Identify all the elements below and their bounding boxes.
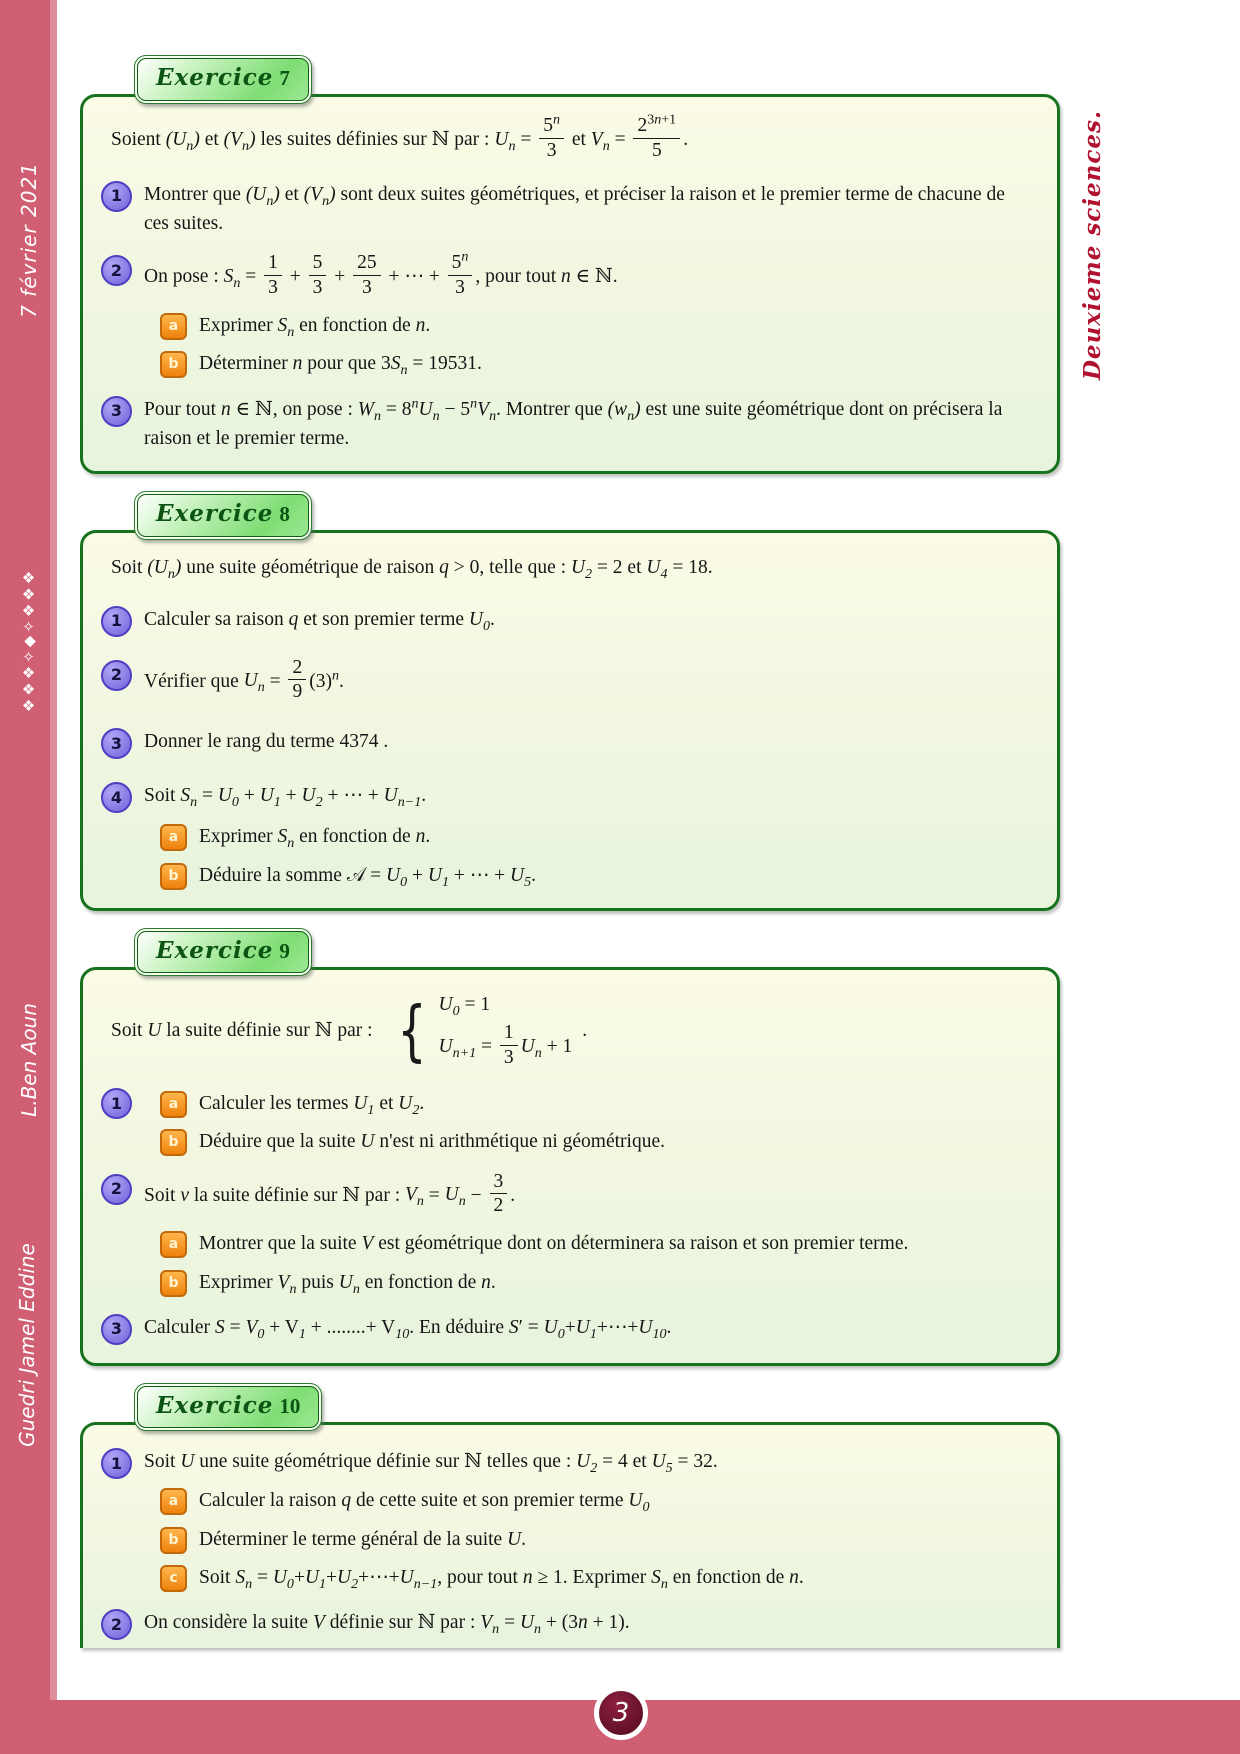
- item-number-badge: 2: [101, 255, 132, 286]
- sub-item-list: [160, 1229, 1033, 1297]
- exercise-7-box: [80, 94, 1060, 474]
- sub-item-list: [160, 311, 1033, 379]
- sub-item-letter-badge: a: [160, 313, 187, 340]
- badge-inner: [137, 931, 309, 974]
- exercise-7: [80, 55, 1060, 474]
- exercise-9-box: [80, 967, 1060, 1366]
- item-row: [95, 1313, 1033, 1345]
- sub-item-letter-badge: b: [160, 863, 187, 890]
- sub-item-text: Exprimer $V_n$ puis $U_n$ en fonction de n.: [199, 1271, 496, 1297]
- sub-item-letter-badge: b: [160, 1270, 187, 1297]
- item-text: Soit $S_n = U_0 + U_1 + U_2$ + ⋯ + $U_{n-1}$.: [144, 785, 427, 811]
- item-number-badge: 2: [101, 1174, 132, 1205]
- item-number-badge: 3: [101, 728, 132, 759]
- item-text: On pose : $S_n$ = $\frac{1}{3}$ + $\frac{5}{3}$ + $\frac{25}{3}$ + ⋯ + $\frac{5^n}{3}$ , pour tout n ∈ ℕ.: [144, 248, 618, 299]
- badge-title: Exercice: [156, 936, 274, 964]
- exercise-9: [80, 928, 1060, 1366]
- sub-item-text: Calculer les termes $U_1$ et $U_2$.: [199, 1093, 425, 1119]
- badge-title: Exercice: [156, 500, 274, 528]
- sub-item-row: [160, 1229, 1033, 1258]
- item-number-badge: 2: [101, 1609, 132, 1640]
- item-number-badge: 4: [101, 782, 132, 813]
- badge-title: Exercice: [156, 64, 274, 91]
- item-row: [95, 727, 1033, 759]
- item-text: Soit v la suite définie sur ℕ par : $V_n = U_n$ − $\frac{3}{2}$ .: [144, 1170, 516, 1217]
- system-brace: {: [396, 991, 427, 1069]
- system-line-2: $U_{n+1}$ = $\frac{1}{3}$ $U_n + 1$: [438, 1022, 573, 1069]
- sub-item-text: Exprimer $S_n$ en fonction de n.: [199, 315, 431, 340]
- item-row: [95, 781, 1033, 890]
- item-text: Calculer sa raison q et son premier terme $U_0$.: [144, 608, 495, 634]
- sub-item-row: [160, 1486, 1033, 1515]
- item-number-badge: 3: [101, 396, 132, 427]
- exercise-7-badge: [134, 55, 312, 104]
- sub-item-row: [160, 1127, 1033, 1156]
- page-number-badge: [594, 1686, 648, 1740]
- sub-item-text: Soit $S_n$ = $U_0+U_1+U_2+\cdots+U_{n-1}$, pour tout n ≥ 1. Exprimer $S_n$ en fonction de n.: [199, 1566, 804, 1592]
- sidebar-ornament: ❖❖❖✧◆✧❖❖❖: [19, 567, 38, 713]
- item-row: [95, 605, 1033, 637]
- item-number-badge: 3: [101, 1314, 132, 1345]
- item-text: Soit U une suite géométrique définie sur ℕ telles que : $U_2 = 4$ et $U_5 = 32$.: [144, 1451, 718, 1476]
- item-row: [95, 248, 1033, 379]
- sub-item-text: Déterminer n pour que $3S_n = 19531$.: [199, 353, 482, 379]
- sub-item-text: Déduire que la suite U n'est ni arithmétique ni géométrique.: [199, 1131, 665, 1153]
- exercise-intro: Soient $(U_n)$ et $(V_n)$ les suites définies sur ℕ par : $U_n$ = $\frac{5^n}{3}$ et $V_n$ = $\frac{2^{3n+1}}{5}$ .: [111, 111, 689, 162]
- page-number: 3: [612, 1697, 630, 1728]
- exercise-10-box: [80, 1422, 1060, 1648]
- exercise-8: [80, 491, 1060, 911]
- sub-item-text: Calculer la raison q de cette suite et son premier terme $U_0$: [199, 1490, 650, 1516]
- item-row: [95, 1608, 1033, 1640]
- sub-item-letter-badge: a: [160, 824, 187, 851]
- item-text: Vérifier que $U_n$ = $\frac{2}{9}$ $(3)^n$.: [144, 656, 344, 703]
- item-number-badge: 2: [101, 660, 132, 691]
- sub-item-row: [160, 1563, 1033, 1592]
- badge-inner: [137, 494, 309, 537]
- sub-item-list: [160, 1089, 1033, 1157]
- item-number-badge: 1: [101, 606, 132, 637]
- sub-item-list: [160, 822, 1033, 890]
- sub-item-list: [160, 1486, 1033, 1592]
- exercise-intro: Soit $(U_n)$ une suite géométrique de raison q > 0, telle que : $U_2 = 2$ et $U_4 = 18$.: [111, 557, 713, 583]
- item-number-badge: 1: [101, 1088, 132, 1119]
- class-level-label: Deuxieme sciences.: [1078, 109, 1106, 381]
- sub-item-letter-badge: b: [160, 1129, 187, 1156]
- sub-item-letter-badge: a: [160, 1488, 187, 1515]
- badge-title: Exercice: [156, 1391, 274, 1419]
- badge-number: 9: [279, 938, 290, 963]
- sub-item-letter-badge: a: [160, 1231, 187, 1258]
- sub-item-row: [160, 1089, 1033, 1118]
- item-row: [95, 1170, 1033, 1297]
- item-row: [95, 1447, 1033, 1592]
- item-text: Calculer $S = V_0 + V_1$ + ........+ $V_{10}$. En déduire $S' = U_0+U_1+\cdots+U_{10}$.: [144, 1316, 672, 1342]
- exercise-intro: [111, 990, 1033, 1071]
- system-lines: [439, 990, 573, 1071]
- item-number-badge: 1: [101, 1448, 132, 1479]
- exercise-9-badge: [134, 928, 312, 977]
- badge-number: 8: [279, 502, 290, 527]
- system-period: .: [582, 1020, 588, 1042]
- sub-item-row: [160, 311, 1033, 340]
- sub-item-letter-badge: b: [160, 1527, 187, 1554]
- sidebar-date-label: 7 février 2021: [17, 162, 41, 318]
- sub-item-text: Déduire la somme 𝒜 = $U_0 + U_1$ + ⋯ + $U_5$.: [199, 864, 536, 890]
- item-row: [95, 180, 1033, 239]
- item-row: [95, 1087, 1033, 1157]
- sidebar-author2-label: Guedri Jamel Eddine: [15, 1243, 39, 1447]
- item-number-badge: 1: [101, 181, 132, 212]
- sub-item-text: Montrer que la suite V est géométrique dont on déterminera sa raison et son premier terme.: [199, 1233, 909, 1255]
- system-line-1: $U_0 = 1$: [438, 994, 491, 1020]
- item-text: Pour tout n ∈ ℕ, on pose : $W_n = 8^nU_n - 5^nV_n$. Montrer que $(w_n)$ est une suite géométrique dont on précisera la raison et le premier terme.: [144, 395, 1003, 449]
- badge-number: 10: [279, 1393, 301, 1418]
- item-row: [95, 656, 1033, 706]
- sub-item-text: Déterminer le terme général de la suite U.: [199, 1528, 527, 1550]
- sub-item-text: Exprimer $S_n$ en fonction de n.: [199, 826, 431, 852]
- badge-inner: [137, 58, 309, 101]
- worksheet-content: [80, 0, 1060, 1648]
- sidebar-author-label: L.Ben Aoun: [17, 1003, 41, 1117]
- badge-number: 7: [279, 66, 290, 90]
- sub-item-row: [160, 349, 1033, 378]
- item-text: On considère la suite V définie sur ℕ par : $V_n = U_n + (3n + 1)$.: [144, 1612, 630, 1637]
- exercise-10: [80, 1383, 1060, 1648]
- exercise-8-box: [80, 530, 1060, 911]
- item-text: Montrer que $(U_n)$ et $(V_n)$ sont deux suites géométriques, et préciser la raison et le premier terme de chacune de ces suites.: [144, 183, 1005, 235]
- item-text: Donner le rang du terme 4374 .: [144, 731, 389, 753]
- exercise-8-badge: [134, 491, 312, 540]
- sub-item-letter-badge: a: [160, 1091, 187, 1118]
- sub-item-row: [160, 1268, 1033, 1297]
- sub-item-row: [160, 861, 1033, 890]
- sub-item-letter-badge: b: [160, 351, 187, 378]
- item-row: [95, 395, 1033, 454]
- sub-item-letter-badge: c: [160, 1565, 187, 1592]
- sub-item-row: [160, 1525, 1033, 1554]
- badge-inner: [137, 1386, 319, 1429]
- sub-item-row: [160, 822, 1033, 851]
- exercise-10-badge: [134, 1383, 322, 1432]
- intro-lead-text: Soit U la suite définie sur ℕ par :: [111, 1020, 373, 1042]
